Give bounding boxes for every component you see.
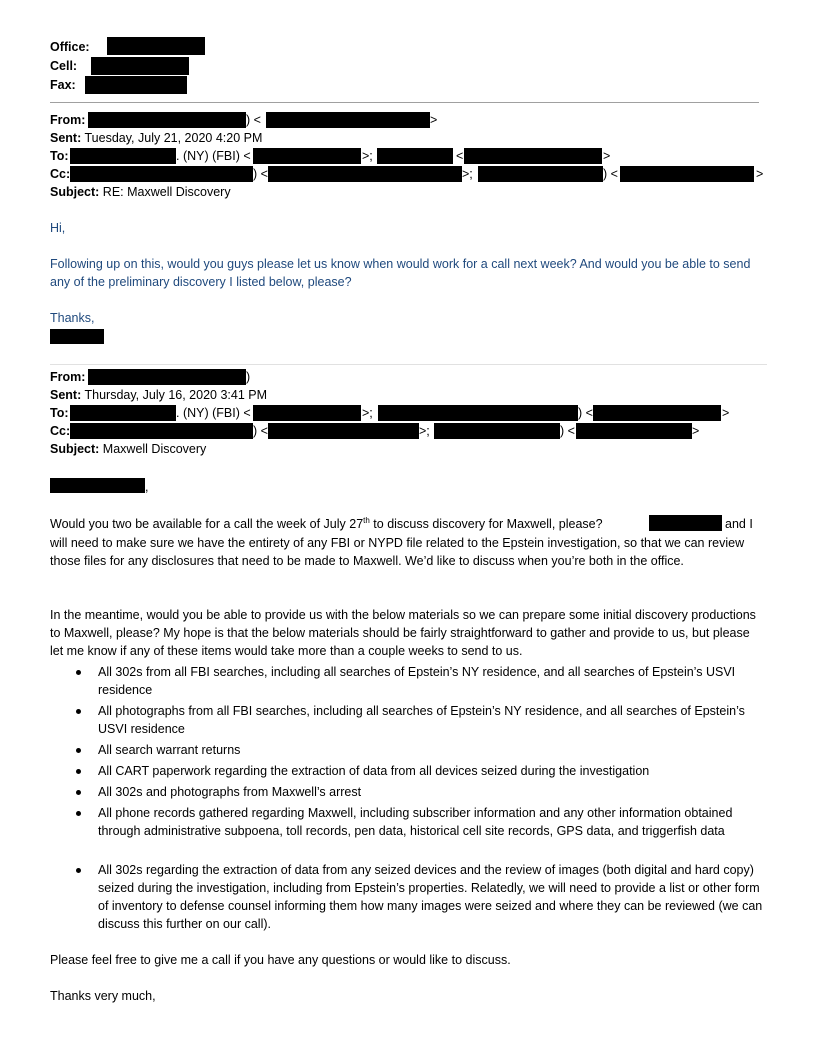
from-label: From:: [50, 370, 86, 384]
redaction-box: [649, 515, 722, 531]
redaction-box: [91, 57, 189, 75]
email-greeting: Hi,: [50, 221, 66, 235]
to-label: To:: [50, 406, 69, 420]
subject-value: Maxwell Discovery: [102, 442, 207, 456]
redaction-box: [88, 369, 246, 385]
subject-label: Subject:: [50, 185, 100, 199]
to-end: >: [722, 406, 730, 420]
redaction-box: [377, 148, 453, 164]
list-item-text: All photographs from all FBI searches, including all searches of Epstein’s NY residence, and all searches of Epstein’s USVI residence: [98, 704, 745, 736]
bullet-icon: [76, 868, 81, 873]
redaction-box: [378, 405, 578, 421]
redaction-box: [620, 166, 754, 182]
to-agency: . (NY) (FBI) <: [176, 149, 251, 163]
cc-end: >: [692, 424, 700, 438]
to-separator: >;: [362, 149, 373, 163]
paragraph-3: Please feel free to give me a call if you have any questions or would like to discuss.: [50, 953, 511, 967]
list-item-text: All 302s from all FBI searches, including all searches of Epstein’s NY residence, and all searches of Epstein’s USVI residence: [98, 665, 736, 697]
redaction-box: [478, 166, 603, 182]
to-agency: . (NY) (FBI) <: [176, 406, 251, 420]
redaction-box: [464, 148, 602, 164]
bullet-icon: [76, 748, 81, 753]
office-label: Office:: [50, 40, 90, 54]
closing-line: Thanks very much,: [50, 989, 156, 1003]
list-item-text: All CART paperwork regarding the extraction of data from all devices seized during the investigation: [98, 764, 650, 778]
bullet-icon: [76, 769, 81, 774]
paragraph-2: In the meantime, would you be able to provide us with the below materials so we can prepare some initial discovery productions to Maxwell, please? My hope is that the below materials should be fairly straightforward to gather and provide to us, but please let me know if any of these items would take more than a couple weeks to send to us.: [50, 608, 756, 658]
redaction-box: [593, 405, 721, 421]
subject-line: [50, 441, 206, 457]
list-item-text: All 302s and photographs from Maxwell’s arrest: [98, 785, 362, 799]
sent-label: Sent:: [50, 131, 82, 145]
salutation-comma: ,: [145, 480, 149, 494]
paragraph-1-first-line: [50, 516, 603, 532]
from-end: ): [246, 370, 251, 384]
paragraph-1-text: to discuss discovery for Maxwell, please?: [369, 517, 603, 531]
cc-separator: ) <: [253, 424, 268, 438]
cc-end: >: [756, 167, 764, 181]
fax-label: Fax:: [50, 78, 76, 92]
redaction-box: [253, 405, 361, 421]
header-divider: [50, 102, 759, 103]
cc-label: Cc:: [50, 167, 71, 181]
list-item-text: All 302s regarding the extraction of data from any seized devices and the review of images (both digital and hard copy) seized during the investigation, including from Epstein’s properties. Relatedly, we will need to provide a list or other form of inventory to defense counsel informing them how many images were seized and where they can be reviewed (we can discuss this further on our call).: [98, 863, 763, 931]
from-label: From:: [50, 113, 86, 127]
cc-label: Cc:: [50, 424, 71, 438]
message-divider: [50, 364, 767, 365]
paragraph-1-continued: will need to make sure we have the entirety of any FBI or NYPD file related to the Epstein investigation, so that we can review those files for any disclosures that need to be made to Maxwell. We’d like to discuss when you’re both in the office.: [50, 536, 745, 568]
bullet-icon: [76, 790, 81, 795]
redaction-box: [268, 166, 462, 182]
ordinal-suffix: th: [363, 515, 370, 525]
to-separator: ) <: [578, 406, 593, 420]
sent-line: [50, 130, 262, 146]
redaction-box: [266, 112, 430, 128]
subject-value: RE: Maxwell Discovery: [102, 185, 231, 199]
subject-label: Subject:: [50, 442, 100, 456]
sent-value: Tuesday, July 21, 2020 4:20 PM: [84, 131, 263, 145]
bullet-icon: [76, 811, 81, 816]
from-separator: ) <: [246, 113, 261, 127]
redaction-box: [85, 76, 187, 94]
cc-separator: ) <: [603, 167, 618, 181]
salutation-redaction: [50, 478, 145, 493]
redaction-box: [107, 37, 205, 55]
to-end: >: [603, 149, 611, 163]
to-lt: <: [456, 149, 464, 163]
signature-redaction: [50, 329, 104, 344]
email-signoff: Thanks,: [50, 311, 95, 325]
redaction-box: [253, 148, 361, 164]
from-end: >: [430, 113, 438, 127]
list-item-text: All phone records gathered regarding Maxwell, including subscriber information and any other information obtained through administrative subpoena, toll records, pen data, historical cell site records, GPS data, and triggerfish data: [98, 806, 733, 838]
to-label: To:: [50, 149, 69, 163]
redaction-box: [70, 166, 253, 182]
redaction-box: [434, 423, 560, 439]
list-item-text: All search warrant returns: [98, 743, 241, 757]
sent-line: [50, 387, 267, 403]
redaction-box: [268, 423, 419, 439]
email-body-paragraph: Following up on this, would you guys please let us know when would work for a call next week? And would you be able to send any of the preliminary discovery I listed below, please?: [50, 257, 751, 289]
to-separator: >;: [362, 406, 373, 420]
redaction-box: [88, 112, 246, 128]
redaction-box: [576, 423, 692, 439]
bullet-icon: [76, 709, 81, 714]
sent-label: Sent:: [50, 388, 82, 402]
cc-separator: ) <: [560, 424, 575, 438]
redaction-box: [70, 423, 253, 439]
subject-line: [50, 184, 231, 200]
sent-value: Thursday, July 16, 2020 3:41 PM: [84, 388, 268, 402]
cc-separator: >;: [419, 424, 430, 438]
cc-separator: ) <: [253, 167, 268, 181]
cc-separator: >;: [462, 167, 473, 181]
paragraph-1-text: Would you two be available for a call the week of July 27: [50, 517, 364, 531]
redaction-box: [70, 405, 176, 421]
redaction-box: [70, 148, 176, 164]
bullet-icon: [76, 670, 81, 675]
paragraph-1-text: and I: [725, 517, 753, 531]
cell-label: Cell:: [50, 59, 78, 73]
